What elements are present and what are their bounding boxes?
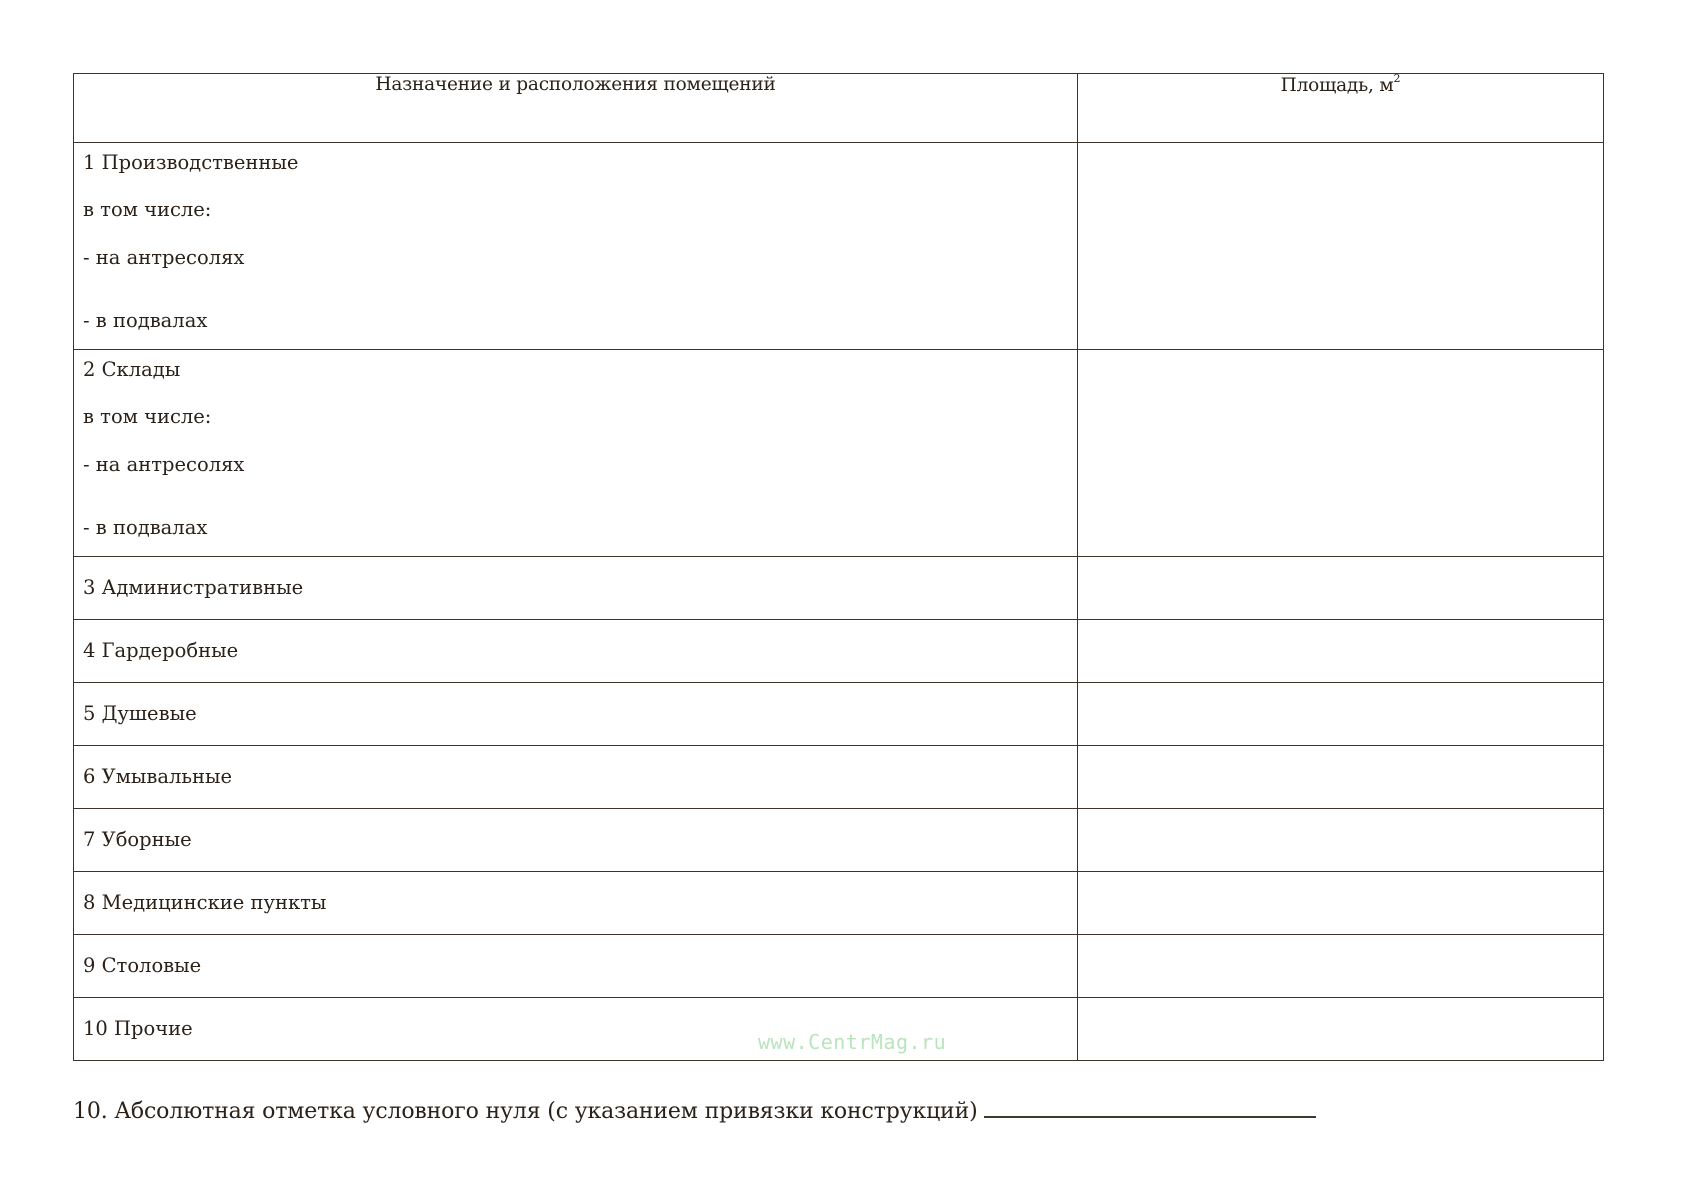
room-name-cell <box>74 350 1078 557</box>
room-name-cell: 10 Прочие <box>74 998 1078 1061</box>
room-name-cell: 5 Душевые <box>74 683 1078 746</box>
area-input-cell[interactable] <box>1078 872 1604 935</box>
room-name-cell: 3 Административные <box>74 557 1078 620</box>
basement-label: - в подвалах <box>83 309 208 332</box>
area-input-cell[interactable] <box>1078 557 1604 620</box>
table-row <box>74 557 1604 620</box>
area-input-cell[interactable] <box>1078 998 1604 1061</box>
table-row <box>74 872 1604 935</box>
room-category-label: 2 Склады <box>83 358 181 381</box>
room-name-cell: 7 Уборные <box>74 809 1078 872</box>
table-header-row <box>74 74 1604 143</box>
area-input-cell[interactable] <box>1078 143 1604 350</box>
room-category-label: 1 Производственные <box>83 151 299 174</box>
basement-label: - в подвалах <box>83 516 208 539</box>
table-row <box>74 620 1604 683</box>
mezzanine-label: - на антресолях <box>83 246 245 269</box>
table-row <box>74 935 1604 998</box>
conditional-zero-label: 10. Абсолютная отметка условного нуля (с указанием привязки конструкций) <box>73 1099 978 1124</box>
table-row <box>74 683 1604 746</box>
area-input-cell[interactable] <box>1078 620 1604 683</box>
room-name-cell: 4 Гардеробные <box>74 620 1078 683</box>
area-input-cell[interactable] <box>1078 683 1604 746</box>
header-room-purpose <box>74 74 1078 143</box>
including-label: в том числе: <box>83 405 212 428</box>
area-input-cell[interactable] <box>1078 935 1604 998</box>
mezzanine-label: - на антресолях <box>83 453 245 476</box>
watermark: www.CentrMag.ru <box>758 1030 947 1054</box>
rooms-area-table <box>73 73 1604 1061</box>
header-room-purpose-label: Назначение и расположения помещений <box>375 74 776 95</box>
area-input-cell[interactable] <box>1078 746 1604 809</box>
conditional-zero-item <box>73 1097 1316 1124</box>
table-row-production <box>74 143 1604 350</box>
header-area <box>1078 74 1604 143</box>
header-area-label: Площадь, м <box>1280 75 1394 97</box>
room-name-cell: 6 Умывальные <box>74 746 1078 809</box>
conditional-zero-fill-line[interactable] <box>984 1097 1316 1118</box>
including-label: в том числе: <box>83 198 212 221</box>
room-name-cell <box>74 143 1078 350</box>
table-row <box>74 746 1604 809</box>
room-name-cell: 8 Медицинские пункты <box>74 872 1078 935</box>
room-name-cell: 9 Столовые <box>74 935 1078 998</box>
header-area-superscript: 2 <box>1393 72 1401 85</box>
table-row <box>74 809 1604 872</box>
area-input-cell[interactable] <box>1078 350 1604 557</box>
area-input-cell[interactable] <box>1078 809 1604 872</box>
table-row-warehouses <box>74 350 1604 557</box>
